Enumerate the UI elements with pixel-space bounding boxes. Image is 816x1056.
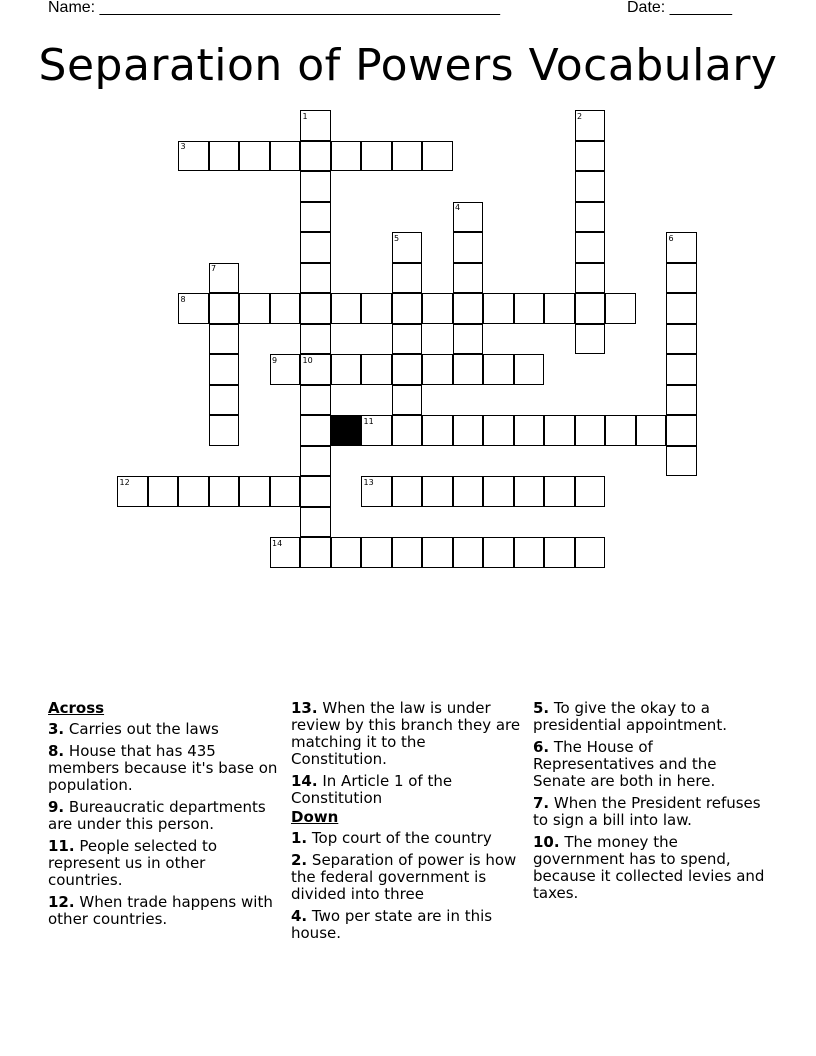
clue-column-1: [48, 700, 284, 933]
grid-cell[interactable]: [544, 293, 575, 324]
grid-cell[interactable]: [544, 415, 575, 446]
grid-cell[interactable]: [209, 385, 240, 416]
grid-cell[interactable]: [483, 476, 514, 507]
grid-cell[interactable]: [453, 293, 484, 324]
grid-cell[interactable]: [209, 293, 240, 324]
grid-cell[interactable]: [361, 476, 392, 507]
grid-cell[interactable]: [178, 141, 209, 172]
cell-number: 2: [577, 111, 583, 121]
black-cell: [331, 415, 362, 446]
grid-cell[interactable]: [666, 415, 697, 446]
grid-cell[interactable]: [300, 354, 331, 385]
grid-cell[interactable]: [300, 537, 331, 568]
clue-down-1: 1. Top court of the country: [291, 829, 492, 847]
grid-cell[interactable]: [392, 293, 423, 324]
clue-across-13: 13. When the law is under review by this branch they are matching it to the Constitution.: [291, 699, 521, 768]
grid-cell[interactable]: [666, 324, 697, 355]
grid-cell[interactable]: [270, 537, 301, 568]
grid-cell[interactable]: [575, 476, 606, 507]
clue-across-8: 8. House that has 435 members because it's base on population.: [48, 742, 278, 794]
grid-cell[interactable]: [422, 141, 453, 172]
grid-cell[interactable]: [514, 415, 545, 446]
grid-cell[interactable]: [392, 263, 423, 294]
grid-cell[interactable]: [636, 415, 667, 446]
grid-cell[interactable]: [300, 110, 331, 141]
cell-number: 4: [455, 203, 461, 212]
grid-cell[interactable]: [575, 202, 606, 233]
grid-cell[interactable]: [575, 171, 606, 202]
grid-cell[interactable]: [300, 141, 331, 172]
grid-cell[interactable]: [300, 293, 331, 324]
grid-cell[interactable]: [483, 537, 514, 568]
grid-cell[interactable]: [666, 293, 697, 324]
grid-cell[interactable]: [239, 293, 270, 324]
grid-cell[interactable]: [300, 476, 331, 507]
clue-across-14: 14. In Article 1 of the Constitution: [291, 772, 453, 807]
grid-cell[interactable]: [300, 415, 331, 446]
grid-cell[interactable]: [270, 354, 301, 385]
grid-cell[interactable]: [300, 446, 331, 477]
grid-cell[interactable]: [300, 202, 331, 233]
clue-down-10: 10. The money the government has to spend, because it collected levies and taxes.: [533, 833, 765, 902]
down-heading: Down: [291, 808, 339, 826]
clue-down-7: 7. When the President refuses to sign a bill into law.: [533, 794, 761, 829]
clue-column-2: [291, 700, 523, 947]
grid-cell[interactable]: [392, 476, 423, 507]
grid-cell[interactable]: [392, 324, 423, 355]
cell-number: 13: [363, 477, 374, 487]
grid-cell[interactable]: [575, 263, 606, 294]
grid-cell[interactable]: [453, 415, 484, 446]
cell-number: 1: [302, 111, 308, 121]
page-title: Separation of Powers Vocabulary: [38, 40, 778, 91]
grid-cell[interactable]: [453, 232, 484, 263]
grid-cell[interactable]: [300, 385, 331, 416]
grid-cell[interactable]: [544, 476, 575, 507]
clue-column-3: [533, 700, 773, 907]
grid-cell[interactable]: [178, 476, 209, 507]
clue-down-2: 2. Separation of power is how the federal government is divided into three: [291, 851, 517, 903]
grid-cell[interactable]: [331, 293, 362, 324]
grid-cell[interactable]: [483, 354, 514, 385]
grid-cell[interactable]: [209, 354, 240, 385]
grid-cell[interactable]: [209, 324, 240, 355]
grid-cell[interactable]: [575, 537, 606, 568]
cell-number: 5: [394, 233, 400, 243]
grid-cell[interactable]: [575, 415, 606, 446]
grid-cell[interactable]: [453, 476, 484, 507]
grid-cell[interactable]: [605, 415, 636, 446]
grid-cell[interactable]: [361, 354, 392, 385]
grid-cell[interactable]: [422, 537, 453, 568]
grid-cell[interactable]: [300, 232, 331, 263]
name-line: Name: _____________________________________________: [48, 0, 500, 16]
grid-cell[interactable]: [575, 110, 606, 141]
grid-cell[interactable]: [209, 476, 240, 507]
grid-cell[interactable]: [361, 141, 392, 172]
grid-cell[interactable]: [544, 537, 575, 568]
cell-number: 10: [302, 355, 313, 365]
clue-down-5: 5. To give the okay to a presidential appointment.: [533, 699, 727, 734]
grid-cell[interactable]: [575, 141, 606, 172]
grid-cell[interactable]: [392, 354, 423, 385]
grid-cell[interactable]: [392, 537, 423, 568]
grid-cell[interactable]: [331, 354, 362, 385]
grid-cell[interactable]: [361, 537, 392, 568]
clue-across-9: 9. Bureaucratic departments are under this person.: [48, 798, 266, 833]
grid-cell[interactable]: [300, 171, 331, 202]
cell-number: 12: [119, 477, 130, 487]
grid-cell[interactable]: [239, 141, 270, 172]
grid-cell[interactable]: [453, 537, 484, 568]
across-heading: Across: [48, 699, 105, 717]
grid-cell[interactable]: [514, 293, 545, 324]
cell-number: 8: [180, 294, 186, 304]
grid-cell[interactable]: [422, 354, 453, 385]
grid-cell[interactable]: [605, 293, 636, 324]
cell-number: 3: [180, 142, 186, 151]
grid-cell[interactable]: [666, 354, 697, 385]
grid-cell[interactable]: [666, 385, 697, 416]
grid-cell[interactable]: [422, 415, 453, 446]
grid-cell[interactable]: [300, 324, 331, 355]
clue-down-6: 6. The House of Representatives and the Senate are both in here.: [533, 738, 717, 790]
grid-cell[interactable]: [392, 415, 423, 446]
grid-cell[interactable]: [331, 141, 362, 172]
grid-cell[interactable]: [666, 232, 697, 263]
grid-cell[interactable]: [514, 476, 545, 507]
grid-cell[interactable]: [666, 263, 697, 294]
cell-number: 7: [211, 264, 217, 273]
grid-cell[interactable]: [575, 324, 606, 355]
clue-down-4: 4. Two per state are in this house.: [291, 907, 493, 942]
clue-across-12: 12. When trade happens with other countries.: [48, 893, 273, 928]
grid-cell[interactable]: [453, 354, 484, 385]
grid-cell[interactable]: [575, 293, 606, 324]
grid-cell[interactable]: [300, 263, 331, 294]
clue-across-3: 3. Carries out the laws: [48, 720, 219, 738]
grid-cell[interactable]: [514, 354, 545, 385]
grid-cell[interactable]: [148, 476, 179, 507]
grid-cell[interactable]: [392, 385, 423, 416]
grid-cell[interactable]: [422, 476, 453, 507]
grid-cell[interactable]: [331, 537, 362, 568]
grid-cell[interactable]: [270, 141, 301, 172]
grid-cell[interactable]: [575, 232, 606, 263]
cell-number: 14: [272, 538, 283, 548]
grid-cell[interactable]: [392, 141, 423, 172]
grid-cell[interactable]: [453, 202, 484, 233]
grid-cell[interactable]: [239, 476, 270, 507]
grid-cell[interactable]: [209, 141, 240, 172]
grid-cell[interactable]: [117, 476, 148, 507]
grid-cell[interactable]: [361, 293, 392, 324]
grid-cell[interactable]: [483, 415, 514, 446]
grid-cell[interactable]: [422, 293, 453, 324]
grid-cell[interactable]: [392, 232, 423, 263]
grid-cell[interactable]: [361, 415, 392, 446]
grid-cell[interactable]: [453, 263, 484, 294]
grid-cell[interactable]: [178, 293, 209, 324]
grid-cell[interactable]: [514, 537, 545, 568]
cell-number: 9: [272, 355, 278, 365]
clue-across-11: 11. People selected to represent us in other countries.: [48, 837, 218, 889]
date-line: Date: _______: [627, 0, 732, 16]
grid-cell[interactable]: [209, 263, 240, 294]
grid-cell[interactable]: [209, 415, 240, 446]
cell-number: 11: [363, 416, 374, 426]
cell-number: 6: [668, 233, 674, 243]
grid-cell[interactable]: [270, 476, 301, 507]
grid-cell[interactable]: [483, 293, 514, 324]
grid-cell[interactable]: [453, 324, 484, 355]
grid-cell[interactable]: [270, 293, 301, 324]
grid-cell[interactable]: [666, 446, 697, 477]
grid-cell[interactable]: [300, 507, 331, 538]
